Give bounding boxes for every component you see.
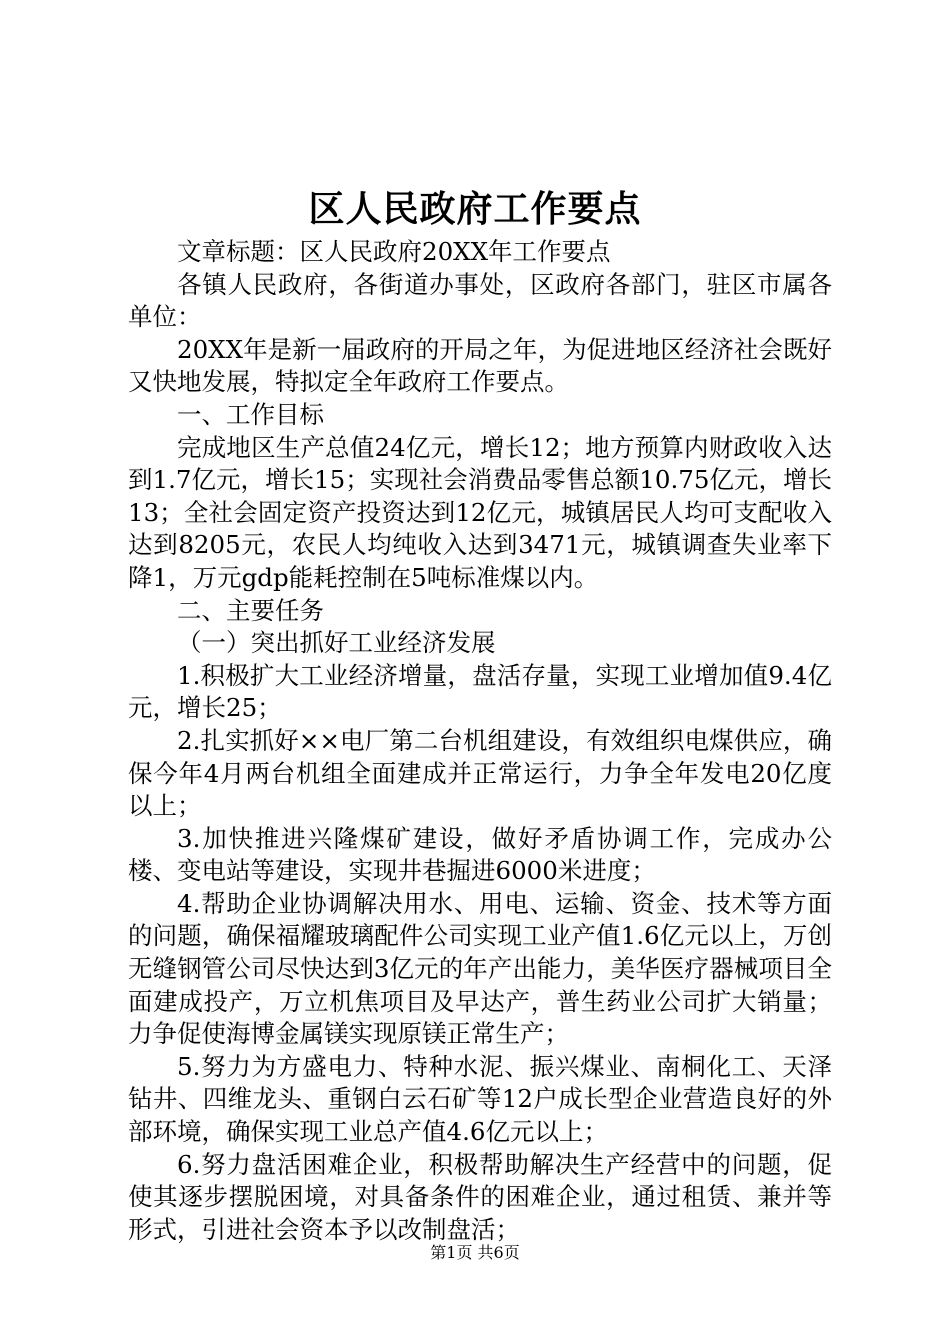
task-item-3: 3.加快推进兴隆煤矿建设，做好矛盾协调工作，完成办公楼、变电站等建设，实现井巷掘进6000米进度；: [128, 823, 832, 886]
document-body: [128, 236, 832, 1246]
section-heading-tasks: 二、主要任务: [177, 595, 324, 625]
subsection-heading-industry: （一）突出抓好工业经济发展: [177, 628, 496, 658]
document-title: 区人民政府工作要点: [308, 188, 642, 230]
paragraph-intro: 20XX年是新一届政府的开局之年，为促进地区经济社会既好又快地发展，特拟定全年政府工作要点。: [128, 334, 832, 397]
task-item-6: 6.努力盘活困难企业，积极帮助解决生产经营中的问题，促使其逐步摆脱困境，对具备条件的困难企业，通过租赁、兼并等形式，引进社会资本予以改制盘活；: [128, 1149, 832, 1244]
task-item-1: 1.积极扩大工业经济增量，盘活存量，实现工业增加值9.4亿元，增长25；: [128, 660, 832, 723]
page-footer: 第1页 共6页: [430, 1243, 520, 1262]
task-item-2: 2.扎实抓好××电厂第二台机组建设，有效组织电煤供应，确保今年4月两台机组全面建成并正常运行，力争全年发电20亿度以上；: [128, 725, 832, 821]
task-item-4: 4.帮助企业协调解决用水、用电、运输、资金、技术等方面的问题，确保福耀玻璃配件公司实现工业产值1.6亿元以上，万创无缝钢管公司尽快达到3亿元的年产出能力，美华医疗器械项目全面建成投产，万立机焦项目及早达产，普生药业公司扩大销量；力争促使海博金属镁实现原镁正常生产；: [128, 888, 832, 1049]
paragraph-goals: 完成地区生产总值24亿元，增长12；地方预算内财政收入达到1.7亿元，增长15；实现社会消费品零售总额10.75亿元，增长13；全社会固定资产投资达到12亿元，城镇居民人均可支配收入达到8205元，农民人均纯收入达到3471元，城镇调查失业率下降1，万元gdp能耗控制在5吨标准煤以内。: [128, 432, 832, 592]
paragraph-addressee: 各镇人民政府，各街道办事处，区政府各部门，驻区市属各单位：: [128, 269, 832, 332]
section-heading-goals: 一、工作目标: [177, 399, 324, 429]
paragraph-article-title: 文章标题：区人民政府20XX年工作要点: [177, 237, 611, 266]
task-item-5: 5.努力为方盛电力、特种水泥、振兴煤业、南桐化工、天泽钻井、四维龙头、重钢白云石矿等12户成长型企业营造良好的外部环境，确保实现工业总产值4.6亿元以上；: [128, 1051, 832, 1147]
